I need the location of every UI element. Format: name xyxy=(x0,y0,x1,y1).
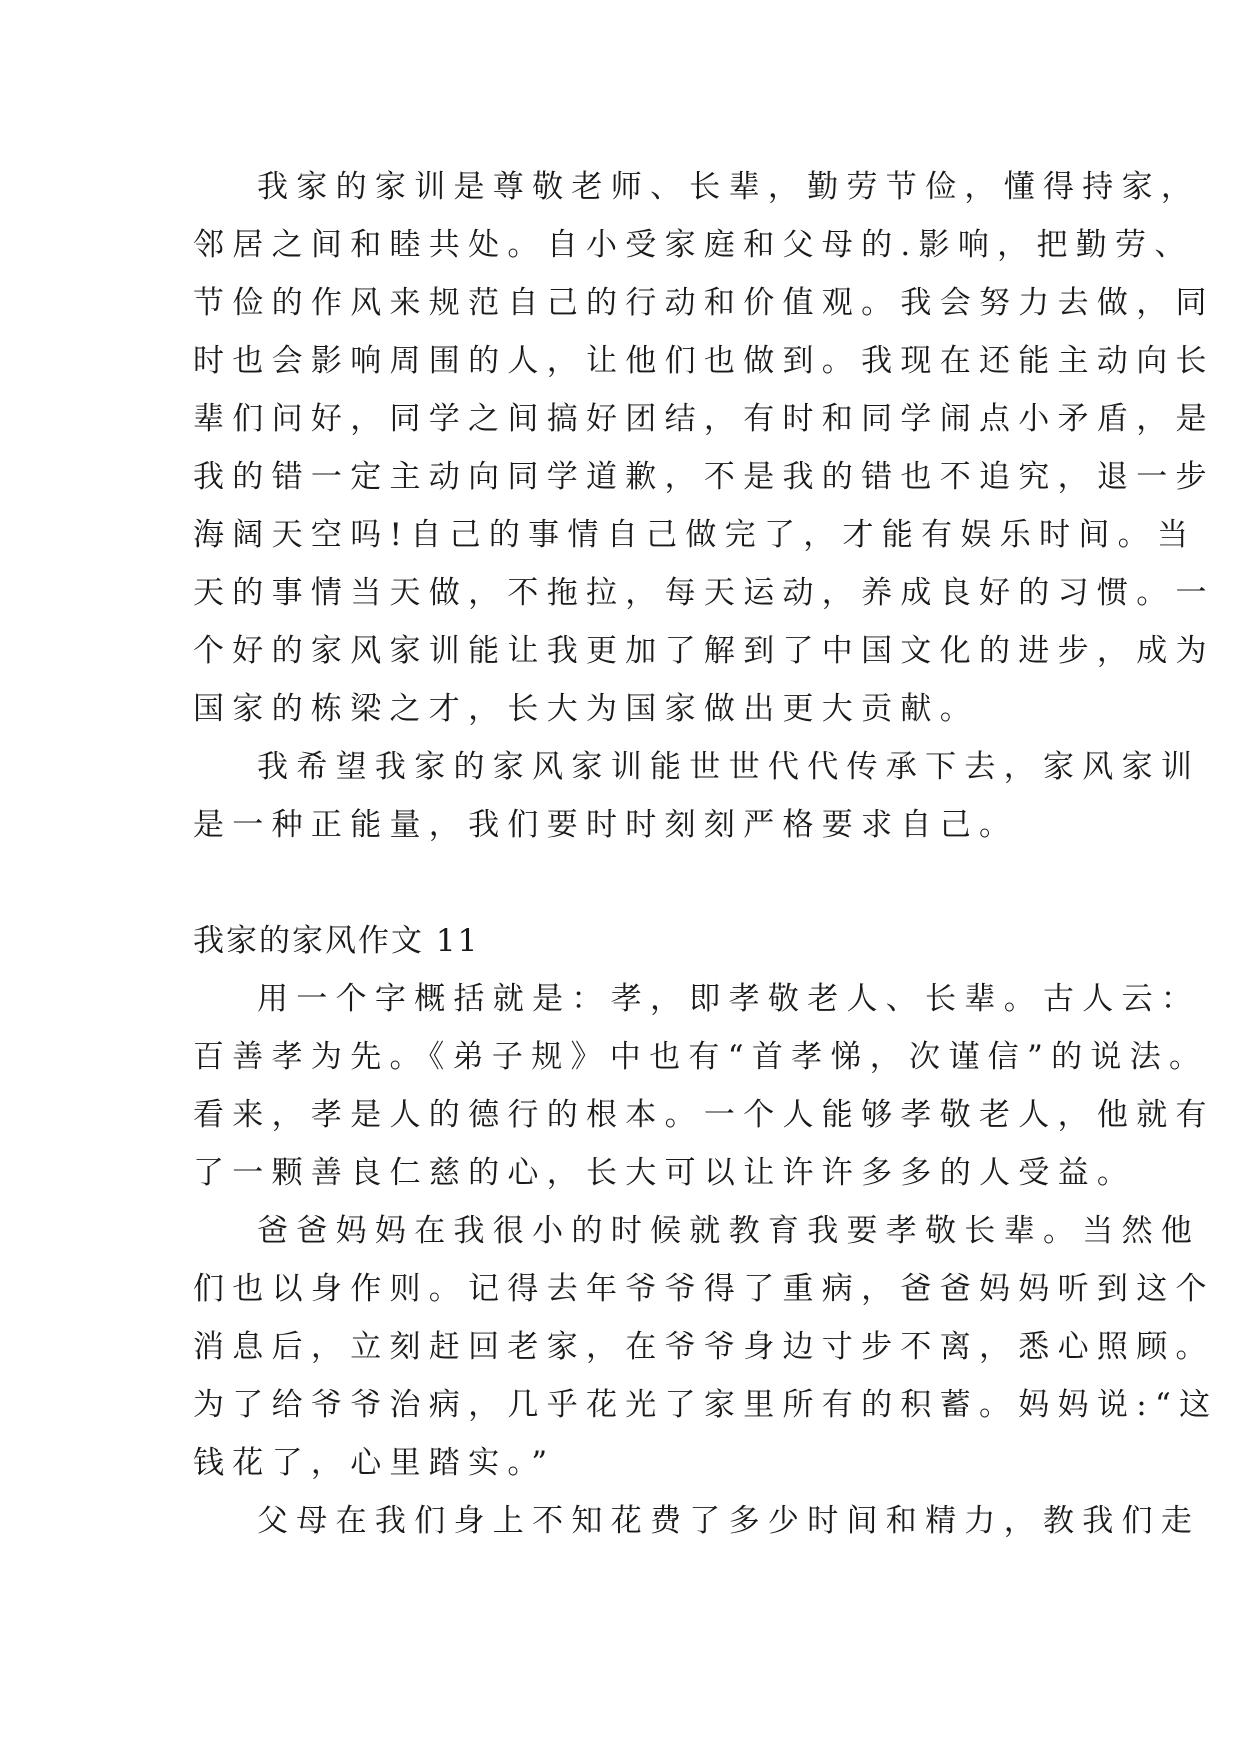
text-line: 们也以身作则。记得去年爷爷得了重病，爸爸妈妈听到这个 xyxy=(193,1271,1215,1307)
text-line: 父母在我们身上不知花费了多少时间和精力，教我们走 xyxy=(257,1503,1201,1539)
text-line: 用一个字概括就是：孝，即孝敬老人、长辈。古人云： xyxy=(257,981,1201,1017)
paragraph xyxy=(193,738,1201,854)
paragraph xyxy=(193,158,1215,738)
text-line: 天的事情当天做，不拖拉，每天运动，养成良好的习惯。一 xyxy=(193,575,1215,611)
section-spacer xyxy=(193,854,1073,912)
text-line: 我希望我家的家风家训能世世代代传承下去，家风家训 xyxy=(257,749,1201,785)
text-line: 了一颗善良仁慈的心，长大可以让许许多多的人受益。 xyxy=(193,1155,1137,1191)
text-line: 钱花了，心里踏实。” xyxy=(193,1445,556,1481)
text-line: 百善孝为先。《弟子规》中也有“首孝悌，次谨信”的说法。 xyxy=(193,1039,1209,1075)
paragraph xyxy=(193,970,1215,1202)
text-line: 我的错一定主动向同学道歉，不是我的错也不追究，退一步 xyxy=(193,459,1215,495)
text-line: 是一种正能量，我们要时时刻刻严格要求自己。 xyxy=(193,807,1019,843)
text-line: 个好的家风家训能让我更加了解到了中国文化的进步，成为 xyxy=(193,633,1215,669)
paragraph xyxy=(193,1492,1201,1550)
text-line: 为了给爷爷治病，几乎花光了家里所有的积蓄。妈妈说:“这 xyxy=(193,1387,1219,1423)
text-line: 消息后，立刻赶回老家，在爷爷身边寸步不离，悉心照顾。 xyxy=(193,1329,1215,1365)
text-line: 看来，孝是人的德行的根本。一个人能够孝敬老人，他就有 xyxy=(193,1097,1215,1133)
text-line: 爸爸妈妈在我很小的时候就教育我要孝敬长辈。当然他 xyxy=(257,1213,1201,1249)
text-line: 国家的栋梁之才，长大为国家做出更大贡献。 xyxy=(193,691,979,727)
document-body xyxy=(193,158,1219,1550)
text-line: 时也会影响周围的人，让他们也做到。我现在还能主动向长 xyxy=(193,343,1215,379)
text-line: 我家的家训是尊敬老师、长辈，勤劳节俭，懂得持家， xyxy=(257,169,1201,205)
paragraph xyxy=(193,1202,1219,1492)
text-line: 节俭的作风来规范自己的行动和价值观。我会努力去做，同 xyxy=(193,285,1215,321)
section-heading: 我家的家风作文 11 xyxy=(193,923,480,959)
text-line: 海阔天空吗!自己的事情自己做完了，才能有娱乐时间。当 xyxy=(193,517,1197,553)
text-line: 邻居之间和睦共处。自小受家庭和父母的.影响，把勤劳、 xyxy=(193,227,1194,263)
text-line: 辈们问好，同学之间搞好团结，有时和同学闹点小矛盾，是 xyxy=(193,401,1215,437)
